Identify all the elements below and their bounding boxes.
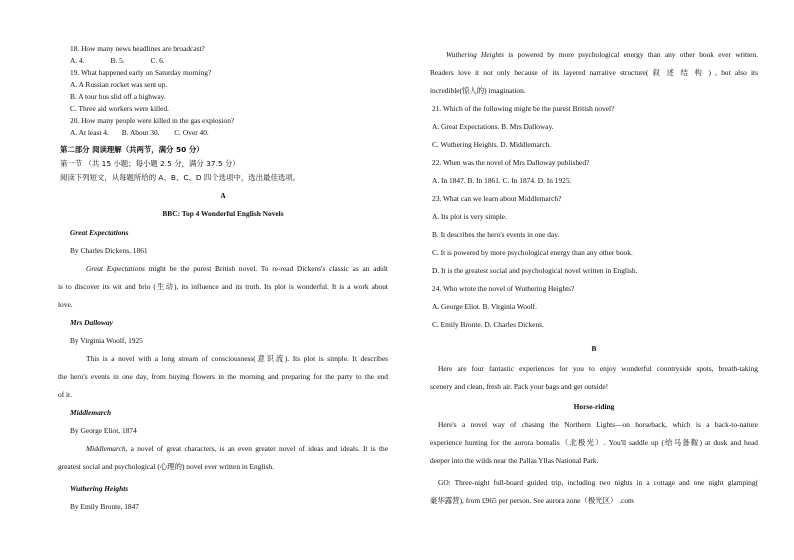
paragraph-line: GO: Three-night full-board guided trip, including two nights in a cottage and one night glamping( (438, 478, 758, 487)
novel-title-great-expectations: Great Expectations (70, 228, 129, 237)
question-23-option-d: D. It is the greatest social and psychological novel written in English. (432, 266, 638, 275)
question-18-options: A. 4. B. 5. C. 6. (70, 56, 165, 65)
novel-title-middlemarch: Middlemarch (70, 408, 112, 417)
paragraph-line: incredible(惊人的) imagination. (430, 86, 526, 95)
question-24-options-ab: A. George Eliot. B. Virginia Woolf. (432, 302, 537, 311)
novel-author: By Charles Dickens, 1861 (70, 246, 148, 255)
reading-instruction: 阅读下列短文，从每题所给的 A、B、C、D 四个选项中，选出最佳选项。 (60, 173, 301, 182)
question-23-option-a: A. Its plot is very simple. (432, 212, 507, 221)
question-24-options-cd: C. Emily Bronte. D. Charles Dickens. (432, 320, 544, 329)
question-18: 18. How many news headlines are broadcast? (70, 44, 205, 53)
question-21-options-cd: C. Wuthering Heights. D. Middlemarch. (432, 140, 552, 149)
paragraph-line: deeper into the wilds near the Pallas Yllas National Park. (430, 456, 599, 465)
question-23: 23. What can we learn about Middlemarch? (432, 194, 562, 203)
question-19-option-a: A. A Russian rocket was sent up. (70, 80, 168, 89)
paragraph-line: Wuthering Heights is powered by more psychological energy than any other book ever written. (446, 50, 758, 59)
novel-author: By Virginia Woolf, 1925 (70, 336, 143, 345)
paragraph-line: greatest social and psychological (心理的) novel ever written in English. (58, 462, 274, 471)
novel-author: By George Eliot, 1874 (70, 426, 137, 435)
paragraph-line: Here are four fantastic experiences for you to enjoy wonderful countryside spots, breath-taking (438, 364, 758, 373)
passage-b-letter: B (591, 344, 597, 353)
question-19-option-b: B. A tour bus slid off a highway. (70, 92, 166, 101)
question-22: 22. When was the novel of Mrs Dalloway published? (432, 158, 590, 167)
section-1-heading: 第一节 （共 15 小题；每小题 2.5 分，满分 37.5 分） (60, 159, 240, 168)
novel-title-mrs-dalloway: Mrs Dalloway (70, 318, 113, 327)
question-21: 21. Which of the following might be the purest British novel? (432, 104, 615, 113)
question-20: 20. How many people were killed in the gas explosion? (70, 116, 235, 125)
paragraph-line: scenery and clean, fresh air. Pack your bags and get outside! (430, 382, 609, 391)
paragraph-line: Middlemarch, a novel of great characters, is an even greater novel of ideas and ideals. It is the (86, 444, 388, 453)
paragraph-line: Readers love it not only because of its layered narrative structure( 叙 述 结 构 ) , but also its (430, 68, 758, 77)
novel-author: By Emily Bronte, 1847 (70, 502, 139, 511)
paragraph-line: love. (58, 300, 73, 309)
paragraph-line: of it. (58, 390, 72, 399)
paragraph-line: is to discover its wit and brio (生动), its influence and its truth. Its plot is wonderful. It is a work about (58, 282, 388, 291)
question-20-options: A. At least 4. B. About 30. C. Over 40. (70, 128, 209, 137)
paragraph-line: 豪华露营), from £965 per person. See aurora zone（极光区） .com (430, 496, 634, 505)
heading-horse-riding: Horse-riding (573, 402, 615, 411)
question-19: 19. What happened early on Saturday morning? (70, 68, 212, 77)
question-21-options-ab: A. Great Expectations. B. Mrs Dalloway. (432, 122, 554, 131)
passage-a-letter: A (220, 191, 226, 200)
paragraph-line: the hero's events in one day, from buying flowers in the morning and preparing for the party to the end (58, 372, 388, 381)
novel-title-wuthering-heights: Wuthering Heights (70, 484, 129, 493)
question-24: 24. Who wrote the novel of Wuthering Heights? (432, 284, 575, 293)
paragraph-line: This is a novel with a long stream of consciousness(意识流). Its plot is simple. It describes (86, 354, 388, 363)
question-23-option-c: C. It is powered by more psychological energy than any other book. (432, 248, 633, 257)
paragraph-line: experience hunting for the aurora borealis（北极光）. You'll saddle up (给马备鞍) at dusk and head (430, 438, 758, 447)
paragraph-line: Great Expectations might be the purest British novel. To re-read Dickens's classic as an adult (86, 264, 388, 273)
question-19-option-c: C. Three aid workers were killed. (70, 104, 169, 113)
part-2-title: 第二部分 阅读理解（共两节，满分 50 分） (60, 145, 204, 154)
passage-a-title: BBC: Top 4 Wonderful English Novels (162, 209, 284, 218)
paragraph-line: Here's a novel way of chasing the Northern Lights—on horseback, which is a back-to-nature (438, 420, 758, 429)
question-23-option-b: B. It describes the hero's events in one day. (432, 230, 560, 239)
question-22-options: A. In 1847. B. In 1861. C. In 1874. D. In 1925. (432, 176, 572, 185)
